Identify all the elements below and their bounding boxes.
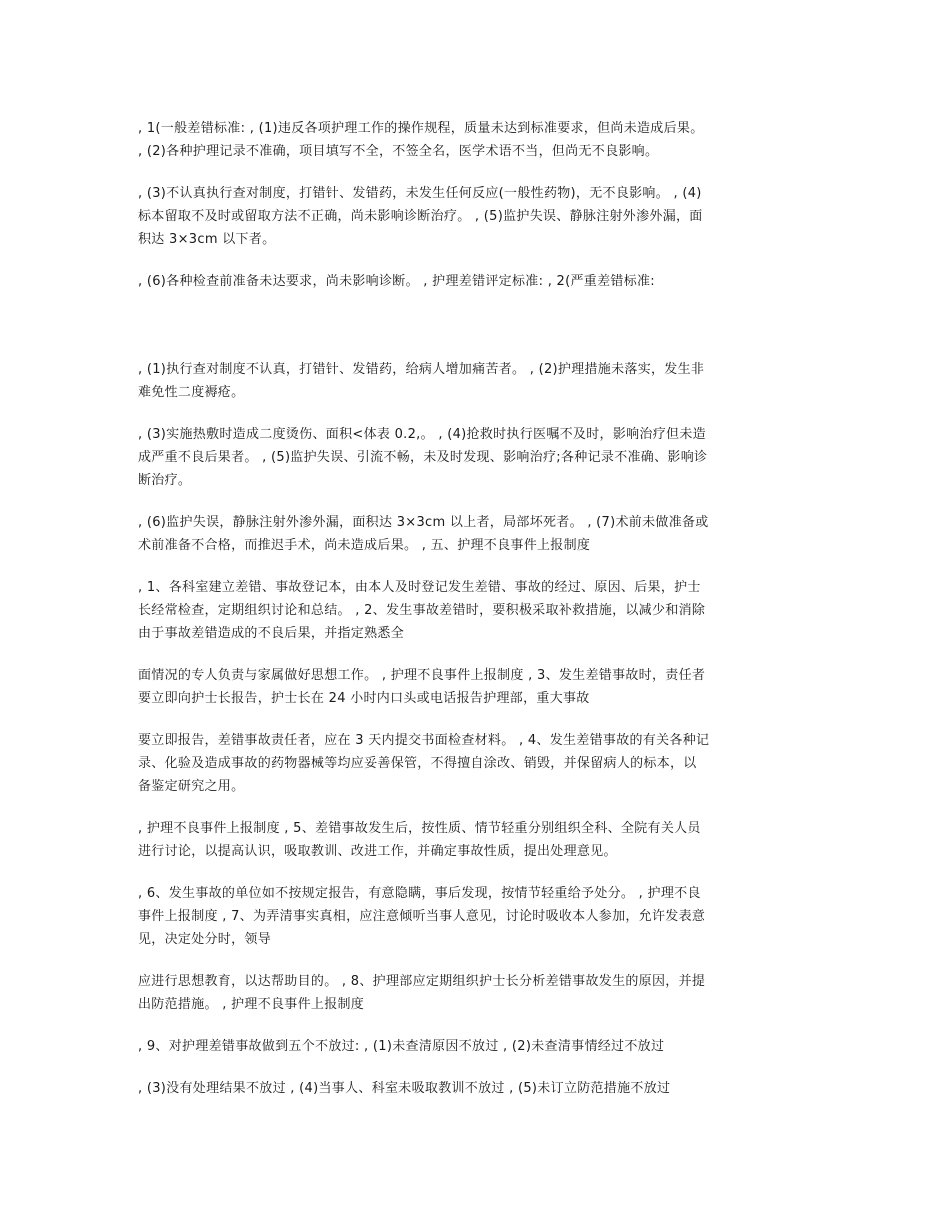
paragraph-5: , (3)实施热敷时造成二度烫伤、面积<体表 0.2,。 , (4)抢救时执行医嘱不及时，影响治疗但未造 成严重不良后果者。 , (5)监护失误、引流不畅，未及时发现、影响治疗;各种记录不准确、影响诊 断治疗。 xyxy=(138,427,708,488)
paragraph-8: 面情况的专人负责与家属做好思想工作。 , 护理不良事件上报制度 , 3、发生差错事故时，责任者 要立即向护士长报告，护士长在 24 小时内口头或电话报告护理部，重大事故 xyxy=(138,668,706,706)
paragraph-2: , (3)不认真执行查对制度，打错针、发错药，未发生任何反应(一般性药物)，无不良影响。 , (4) 标本留取不及时或留取方法不正确，尚未影响诊断治疗。 , (5)监护失误、静脉注射外渗外漏，面 积达 3×3cm 以下者。 xyxy=(138,186,703,247)
paragraph-4: , (1)执行查对制度不认真，打错针、发错药，给病人增加痛苦者。 , (2)护理措施未落实，发生非 难免性二度褥疮。 xyxy=(138,362,705,400)
paragraph-9: 要立即报告，差错事故责任者，应在 3 天内提交书面检查材料。 , 4、发生差错事故的有关各种记 录、化验及造成事故的药物器械等均应妥善保管，不得擅自涂改、销毁，并保留病人的标本，以 备鉴定研究之用。 xyxy=(138,733,710,794)
paragraph-13: , 9、对护理差错事故做到五个不放过: , (1)未查清原因不放过 , (2)未查清事情经过不放过 xyxy=(138,1039,665,1054)
paragraph-6: , (6)监护失误，静脉注射外渗外漏，面积达 3×3cm 以上者，局部坏死者。 , (7)术前未做准备或 术前准备不合格，而推迟手术，尚未造成后果。 , 五、护理不良事件上报制度 xyxy=(138,515,709,553)
paragraph-11: , 6、发生事故的单位如不按规定报告，有意隐瞒，事后发现，按情节轻重给予处分。 , 护理不良 事件上报制度 , 7、为弄清事实真相，应注意倾听当事人意见，讨论时吸收本人参加，允许发表意 见，决定处分时，领导 xyxy=(138,886,706,947)
paragraph-14: , (3)没有处理结果不放过 , (4)当事人、科室未吸取教训不放过 , (5)未订立防范措施不放过 xyxy=(138,1081,671,1096)
paragraph-1: , 1(一般差错标准: , (1)违反各项护理工作的操作规程，质量未达到标准要求，但尚未造成后果。 , (2)各种护理记录不准确，项目填写不全，不签全名，医学术语不当，但尚无不良影响。 xyxy=(138,121,704,159)
paragraph-3: , (6)各种检查前准备未达要求，尚未影响诊断。 , 护理差错评定标准: , 2(严重差错标准: xyxy=(138,274,655,289)
paragraph-12: 应进行思想教育，以达帮助目的。 , 8、护理部应定期组织护士长分析差错事故发生的原因，并提 出防范措施。 , 护理不良事件上报制度 xyxy=(138,974,706,1012)
paragraph-7: , 1、各科室建立差错、事故登记本，由本人及时登记发生差错、事故的经过、原因、后果，护士 长经常检查，定期组织讨论和总结。 , 2、发生事故差错时，要积极采取补救措施，以减少和消除 由于事故差错造成的不良后果，并指定熟悉全 xyxy=(138,580,706,641)
paragraph-10: , 护理不良事件上报制度 , 5、差错事故发生后，按性质、情节轻重分别组织全科、全院有关人员 进行讨论，以提高认识，吸取教训、改进工作，并确定事故性质，提出处理意见。 xyxy=(138,821,701,859)
